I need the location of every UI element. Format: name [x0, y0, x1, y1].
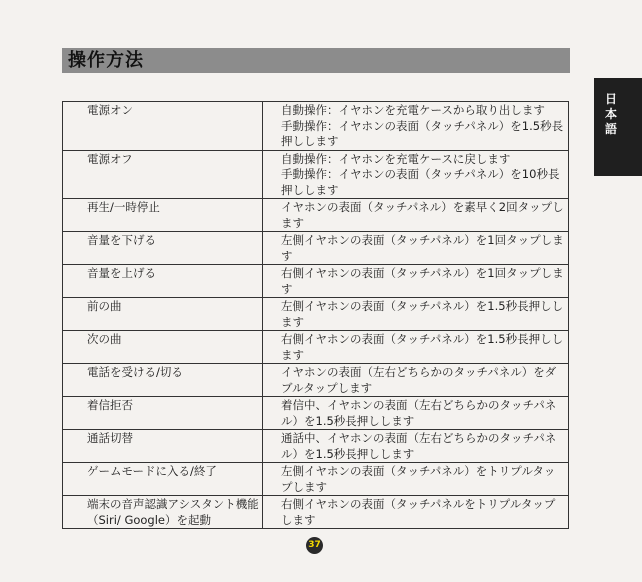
action-cell: 前の曲 — [63, 298, 263, 331]
table-row — [63, 430, 569, 463]
table-row — [63, 331, 569, 364]
table-row — [63, 265, 569, 298]
action-cell: 着信拒否 — [63, 397, 263, 430]
action-cell: 次の曲 — [63, 331, 263, 364]
table-row — [63, 298, 569, 331]
action-cell: 通話切替 — [63, 430, 263, 463]
action-cell: 音量を上げる — [63, 265, 263, 298]
description-cell: 自動操作：イヤホンを充電ケースに戻します 手動操作：イヤホンの表面（タッチパネル）を10秒長押しします — [263, 150, 569, 199]
table-row — [63, 463, 569, 496]
description-cell: 右側イヤホンの表面（タッチパネル）を1.5秒長押しします — [263, 331, 569, 364]
table-row — [63, 496, 569, 529]
description-cell: イヤホンの表面（タッチパネル）を素早く2回タップします — [263, 199, 569, 232]
description-cell: 左側イヤホンの表面（タッチパネル）を1.5秒長押しします — [263, 298, 569, 331]
language-tab-label: 日本語 — [604, 92, 617, 136]
description-cell: 右側イヤホンの表面（タッチパネルをトリプルタップします — [263, 496, 569, 529]
page-number-badge: 37 — [306, 537, 323, 554]
operations-table — [62, 101, 569, 529]
action-cell: 電源オン — [63, 102, 263, 151]
description-cell: イヤホンの表面（左右どちらかのタッチパネル）をダブルタップします — [263, 364, 569, 397]
table-row — [63, 397, 569, 430]
action-cell: 再生/一時停止 — [63, 199, 263, 232]
action-cell: 端末の音声認識アシスタント機能（Siri/ Google）を起動 — [63, 496, 263, 529]
table-row — [63, 232, 569, 265]
description-cell: 自動操作：イヤホンを充電ケースから取り出します 手動操作：イヤホンの表面（タッチパネル）を1.5秒長押しします — [263, 102, 569, 151]
description-cell: 左側イヤホンの表面（タッチパネル）をトリプルタップします — [263, 463, 569, 496]
description-cell: 右側イヤホンの表面（タッチパネル）を1回タップします — [263, 265, 569, 298]
description-cell: 着信中、イヤホンの表面（左右どちらかのタッチパネル）を1.5秒長押しします — [263, 397, 569, 430]
action-cell: 電源オフ — [63, 150, 263, 199]
action-cell: 音量を下げる — [63, 232, 263, 265]
section-title: 操作方法 — [68, 50, 144, 71]
language-tab — [594, 78, 642, 176]
table-row — [63, 102, 569, 151]
operations-table-body — [63, 102, 569, 529]
section-header — [62, 48, 570, 73]
table-row — [63, 150, 569, 199]
description-cell: 通話中、イヤホンの表面（左右どちらかのタッチパネル）を1.5秒長押しします — [263, 430, 569, 463]
action-cell: ゲームモードに入る/終了 — [63, 463, 263, 496]
table-row — [63, 199, 569, 232]
table-row — [63, 364, 569, 397]
description-cell: 左側イヤホンの表面（タッチパネル）を1回タップします — [263, 232, 569, 265]
action-cell: 電話を受ける/切る — [63, 364, 263, 397]
